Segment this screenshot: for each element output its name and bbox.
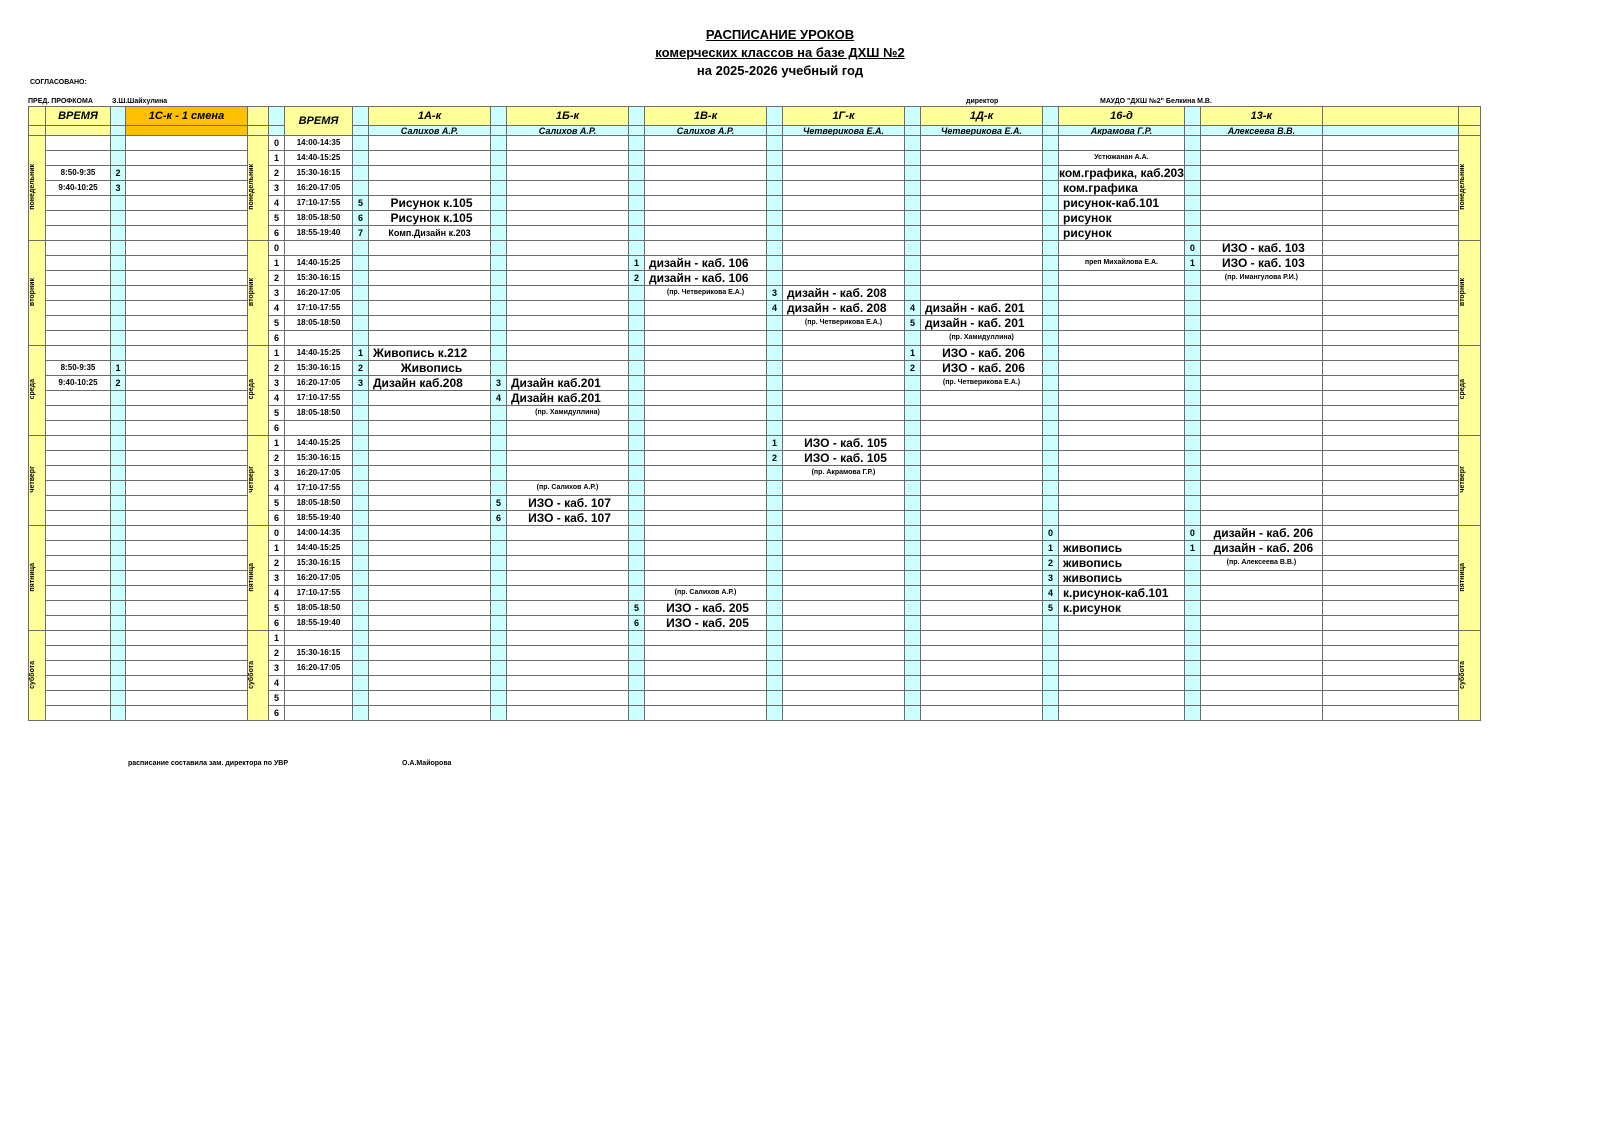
teacher-1v: Салихов А.Р. [645,126,767,136]
table-row: 5 18:05-18:50 (пр. Четверикова Е.А.) 5 дизайн - каб. 201 [29,316,1481,331]
table-row: 3 16:20-17:05 3 живопись [29,571,1481,586]
table-row: 6 (пр. Хамидуллина) [29,331,1481,346]
page-subtitle [0,44,1560,62]
header-group-1c: 1С-к - 1 смена [126,107,248,126]
table-row: 5 18:05-18:50 5 ИЗО - каб. 205 5 к.рисунок [29,601,1481,616]
table-row: 5 [29,691,1481,706]
header-class-1v: 1В-к [645,107,767,126]
table-row: 5 18:05-18:50 5 ИЗО - каб. 107 [29,496,1481,511]
header-time-left: ВРЕМЯ [46,107,111,126]
table-row: пятница пятница 0 14:00-14:35 0 0 дизайн - каб. 206 пятница [29,526,1481,541]
day-label-right-sat: суббота [1458,631,1480,721]
day-label-left-thu: четверг [29,436,46,526]
header-row [29,107,1481,126]
table-row: 1 14:40-15:25 1 дизайн - каб. 106 преп Михайлова Е.А. 1 ИЗО - каб. 103 [29,256,1481,271]
day-label-left-mon: понедельник [29,136,46,241]
table-row: 4 17:10-17:55 5 Рисунок к.105 рисунок-каб.101 [29,196,1481,211]
teacher-row [29,126,1481,136]
title-line-2: комерческих классов на базе ДХШ №2 [655,45,905,60]
day-label-left-tue: вторник [29,241,46,346]
teacher-1g: Четверикова Е.А. [783,126,905,136]
table-row: 6 18:55-19:40 7 Комп.Дизайн к.203 рисунок [29,226,1481,241]
table-row: 3 16:20-17:05 (пр. Четверикова Е.А.) 3 дизайн - каб. 208 [29,286,1481,301]
table-row: 6 18:55-19:40 6 ИЗО - каб. 205 [29,616,1481,631]
table-row: суббота суббота 1 суббота [29,631,1481,646]
teacher-13k: Алексеева В.В. [1200,126,1322,136]
table-row: 9:40-10:25 2 3 16:20-17:05 3 Дизайн каб.208 3 Дизайн каб.201 (пр. Четверикова Е.А.) [29,376,1481,391]
day-label-mid-tue: вторник [248,241,269,346]
day-label-right-tue: вторник [1458,241,1480,346]
profcom-name: З.Ш.Шайхулина [112,98,168,105]
table-row: 9:40-10:25 3 3 16:20-17:05 ком.графика [29,181,1481,196]
table-row: среда среда 1 14:40-15:25 1 Живопись к.212 1 ИЗО - каб. 206 среда [29,346,1481,361]
table-row: 6 [29,706,1481,721]
director-name: МАУДО "ДХШ №2" Белкина М.В. [1100,98,1212,105]
title-line-1: РАСПИСАНИЕ УРОКОВ [705,27,855,42]
table-row: понедельник понедельник 0 14:00-14:35 понедельник [29,136,1481,151]
agreed-label: СОГЛАСОВАНО: [30,79,87,86]
header-class-13k: 13-к [1200,107,1322,126]
table-row: 2 15:30-16:15 [29,646,1481,661]
title-line-3: на 2025-2026 учебный год [696,63,864,78]
footer-name: О.А.Майорова [402,760,452,767]
day-label-right-fri: пятница [1458,526,1480,631]
teacher-1b: Салихов А.Р. [507,126,629,136]
table-row: 4 17:10-17:55 (пр. Салихов А.Р.) 4 к.рисунок-каб.101 [29,586,1481,601]
table-row: 3 16:20-17:05 [29,661,1481,676]
table-row: вторник вторник 0 0 ИЗО - каб. 103 вторник [29,241,1481,256]
table-row: 1 14:40-15:25 1 живопись 1 дизайн - каб. 206 [29,541,1481,556]
table-row: 5 18:05-18:50 (пр. Хамидуллина) [29,406,1481,421]
table-row: 1 14:40-15:25 Устюжанан А.А. [29,151,1481,166]
teacher-1a: Салихов А.Р. [369,126,491,136]
page-title [0,26,1560,44]
table-row: 5 18:05-18:50 6 Рисунок к.105 рисунок [29,211,1481,226]
table-row: 2 15:30-16:15 2 живопись (пр. Алексеева В.В.) [29,556,1481,571]
page-year [0,62,1560,80]
table-row: 4 17:10-17:55 (пр. Салихов А.Р.) [29,481,1481,496]
day-label-mid-fri: пятница [248,526,269,631]
day-label-mid-sat: суббота [248,631,269,721]
day-label-mid-thu: четверг [248,436,269,526]
table-row: 6 [29,421,1481,436]
teacher-16d: Акрамова Г.Р. [1059,126,1185,136]
table-row: 4 17:10-17:55 4 Дизайн каб.201 [29,391,1481,406]
header-class-16d: 16-д [1059,107,1185,126]
day-label-left-fri: пятница [29,526,46,631]
table-row: 6 18:55-19:40 6 ИЗО - каб. 107 [29,511,1481,526]
teacher-1d: Четверикова Е.А. [921,126,1043,136]
table-row: четверг четверг 1 14:40-15:25 1 ИЗО - каб. 105 четверг [29,436,1481,451]
header-corner [29,107,46,126]
profcom-label: ПРЕД. ПРОФКОМА [28,98,93,105]
day-label-mid-mon: понедельник [248,136,269,241]
table-row: 2 15:30-16:15 2 дизайн - каб. 106 (пр. Имангулова Р.И.) [29,271,1481,286]
day-label-left-wed: среда [29,346,46,436]
day-label-right-thu: четверг [1458,436,1480,526]
schedule-table [28,106,1481,721]
table-row: 2 15:30-16:15 2 ИЗО - каб. 105 [29,451,1481,466]
day-label-mid-wed: среда [248,346,269,436]
header-time: ВРЕМЯ [285,107,353,136]
director-label: директор [966,98,999,105]
table-row: 4 [29,676,1481,691]
table-row: 8:50-9:35 1 2 15:30-16:15 2 Живопись 2 ИЗО - каб. 206 [29,361,1481,376]
footer-compiled-by: расписание составила зам. директора по УВР [128,760,289,767]
day-label-right-mon: понедельник [1458,136,1480,241]
table-row: 4 17:10-17:55 4 дизайн - каб. 208 4 дизайн - каб. 201 [29,301,1481,316]
table-row: 8:50-9:35 2 2 15:30-16:15 ком.графика, каб.203 [29,166,1481,181]
header-class-1d: 1Д-к [921,107,1043,126]
header-class-1b: 1Б-к [507,107,629,126]
table-row: 3 16:20-17:05 (пр. Акрамова Г.Р.) [29,466,1481,481]
header-class-1a: 1А-к [369,107,491,126]
header-class-1g: 1Г-к [783,107,905,126]
day-label-right-wed: среда [1458,346,1480,436]
day-label-left-sat: суббота [29,631,46,721]
